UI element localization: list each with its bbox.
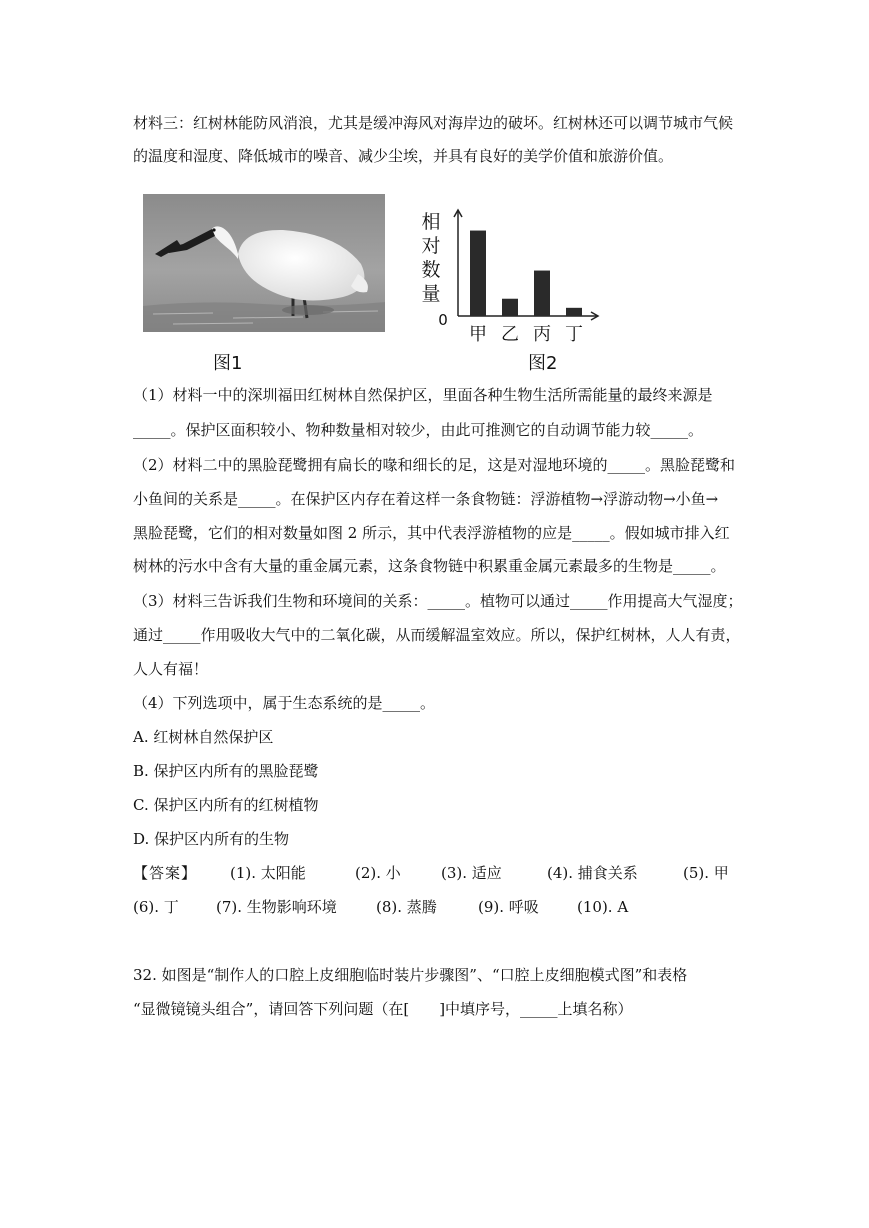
x-tick-label: 乙: [501, 324, 519, 345]
answer-item: (5). 甲: [683, 864, 729, 882]
y-axis-label-char: 数: [421, 259, 441, 281]
answer-item: (6). 丁: [133, 898, 179, 916]
bar-chart: [413, 190, 608, 358]
q4-stem: （4）下列选项中，属于生态系统的是_____。: [133, 694, 436, 712]
bar-丁: [566, 308, 582, 316]
answer-item: (7). 生物影响环境: [216, 898, 337, 916]
q4-option-d: D. 保护区内所有的生物: [133, 830, 290, 848]
q1-line2: _____。保护区面积较小、物种数量相对较少，由此可推测它的自动调节能力较_____。: [133, 421, 704, 439]
q1-line1: （1）材料一中的深圳福田红树林自然保护区，里面各种生物生活所需能量的最终来源是: [133, 386, 713, 404]
figure2-caption: 图2: [528, 353, 558, 374]
q3-line2: 通过_____作用吸收大气中的二氧化碳，从而缓解温室效应。所以，保护红树林，人人有责，: [133, 626, 741, 644]
figure-area: [143, 190, 605, 374]
q2-line1: （2）材料二中的黑脸琵鹭拥有扁长的喙和细长的足，这是对湿地环境的_____。黑脸琵鹭和: [133, 456, 736, 474]
answer-item: (3). 适应: [441, 864, 502, 882]
q2-line2: 小鱼间的关系是_____。在保护区内存在着这样一条食物链：浮游植物→浮游动物→小鱼→: [133, 490, 719, 508]
answer-item: (4). 捕食关系: [547, 864, 638, 882]
answer-item: (9). 呼吸: [478, 898, 539, 916]
q3-line3: 人人有福！: [133, 660, 209, 678]
answer-tag: 【答案】: [133, 864, 198, 882]
q2-line3: 黑脸琵鹭，它们的相对数量如图 2 所示，其中代表浮游植物的应是_____。假如城市排入红: [133, 524, 730, 542]
q2-line4: 树林的污水中含有大量的重金属元素，这条食物链中积累重金属元素最多的生物是_____。: [133, 557, 726, 575]
y-axis-label-char: 对: [421, 235, 441, 257]
q4-option-c: C. 保护区内所有的红树植物: [133, 796, 319, 814]
bar-丙: [534, 271, 550, 316]
q32-line1: 32. 如图是“制作人的口腔上皮细胞临时装片步骤图”、“口腔上皮细胞模式图”和表格: [133, 966, 688, 984]
q4-option-a: A. 红树林自然保护区: [133, 728, 274, 746]
figure1-caption: 图1: [213, 353, 243, 374]
q3-line1: （3）材料三告诉我们生物和环境间的关系：_____。植物可以通过_____作用提高大气湿度；: [133, 592, 743, 610]
answer-item: (8). 蒸腾: [376, 898, 437, 916]
y-axis-label-char: 相: [421, 211, 441, 233]
origin-label: 0: [438, 311, 448, 329]
bar-乙: [502, 299, 518, 316]
y-axis-label-char: 量: [421, 283, 441, 305]
q32-line2: “显微镜镜头组合”，请回答下列问题（在[ ]中填序号，_____上填名称）: [133, 1000, 633, 1018]
answer-item: (2). 小: [355, 864, 401, 882]
spoonbill-photo: [143, 194, 385, 332]
x-tick-label: 甲: [469, 324, 487, 345]
answer-item: (1). 太阳能: [230, 864, 306, 882]
bar-甲: [470, 231, 486, 316]
x-tick-label: 丙: [533, 324, 551, 345]
answer-item: (10). A: [577, 898, 629, 916]
material3-line1: 材料三：红树林能防风消浪，尤其是缓冲海风对海岸边的破坏。红树林还可以调节城市气候: [133, 114, 734, 132]
material3-line2: 的温度和湿度、降低城市的噪音、减少尘埃，并具有良好的美学价值和旅游价值。: [133, 147, 674, 165]
x-tick-label: 丁: [565, 324, 583, 345]
q4-option-b: B. 保护区内所有的黑脸琵鹭: [133, 762, 319, 780]
